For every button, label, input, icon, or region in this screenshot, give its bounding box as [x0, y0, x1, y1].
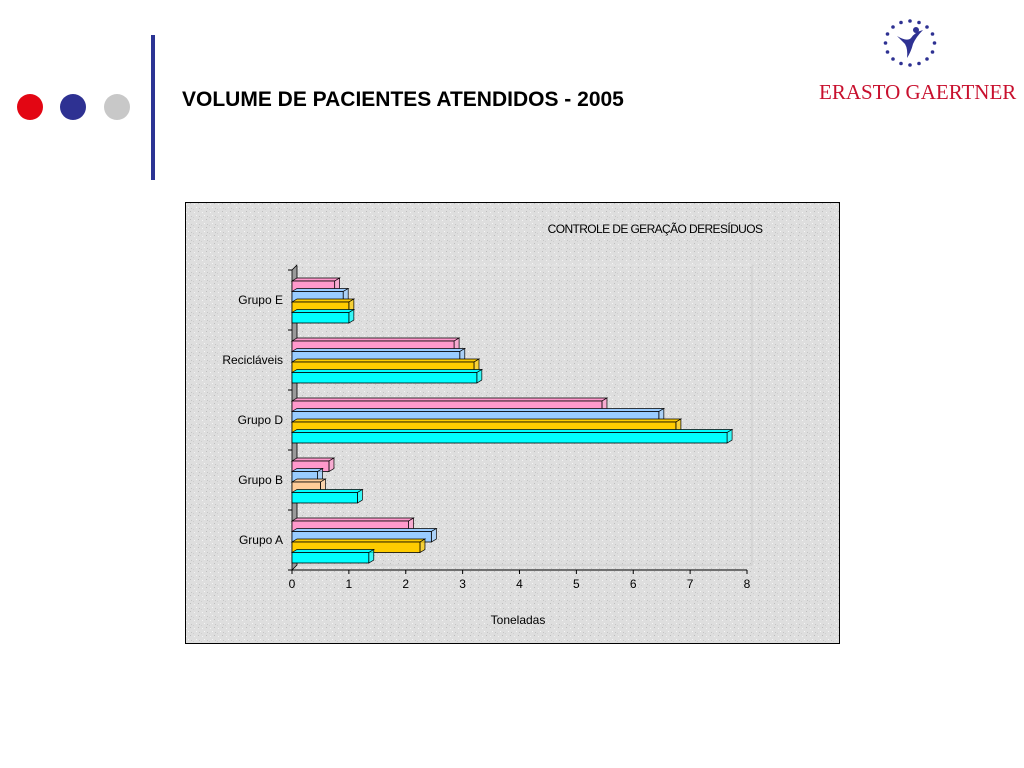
bar-top-face: [292, 430, 732, 433]
bar-top-face: [292, 359, 479, 362]
bar-top-face: [292, 529, 436, 532]
y-category-label: Grupo E: [238, 293, 283, 307]
x-tick-label: 3: [459, 577, 466, 591]
x-tick-label: 1: [345, 577, 353, 591]
blue-dot-icon: [60, 94, 86, 120]
bar-top-face: [292, 278, 340, 281]
bar-top-face: [292, 479, 325, 482]
bar-top-face: [292, 539, 425, 542]
bar: [292, 373, 477, 384]
x-tick-label: 0: [288, 577, 296, 591]
bar-top-face: [292, 349, 465, 352]
x-axis-label: Toneladas: [490, 613, 546, 627]
x-tick-label: 2: [402, 577, 410, 591]
bar-chart: [185, 202, 840, 644]
bar-top-face: [292, 419, 681, 422]
bar-top-face: [292, 289, 348, 292]
bar-top-face: [292, 458, 334, 461]
x-tick-label: 6: [629, 577, 637, 591]
bar-top-face: [292, 398, 607, 401]
bar-top-face: [292, 409, 664, 412]
bar: [292, 313, 349, 324]
logo-text: ERASTO GAERTNER: [819, 80, 1017, 104]
bar-top-face: [292, 299, 354, 302]
bar: [292, 433, 727, 444]
red-dot-icon: [17, 94, 43, 120]
y-category-label: Grupo D: [237, 413, 283, 427]
x-tick-label: 8: [743, 577, 751, 591]
bar-top-face: [292, 370, 482, 373]
x-tick-label: 4: [516, 577, 523, 591]
y-category-label: Grupo B: [238, 473, 283, 487]
page-title: VOLUME DE PACIENTES ATENDIDOS - 2005: [182, 88, 624, 111]
bar: [292, 553, 369, 564]
bar-top-face: [292, 490, 362, 493]
y-category-label: Grupo A: [238, 533, 283, 547]
gray-dot-icon: [104, 94, 130, 120]
y-category-label: Recicláveis: [222, 353, 283, 367]
bar-top-face: [292, 338, 459, 341]
x-tick-label: 5: [573, 577, 580, 591]
x-tick-label: 7: [686, 577, 694, 591]
bar-top-face: [292, 518, 414, 521]
title-divider: [151, 35, 155, 180]
bar-top-face: [292, 310, 354, 313]
bar-top-face: [292, 550, 374, 553]
chart-title: CONTROLE DE GERAÇÃO DERESÍDUOS: [547, 222, 763, 236]
bar: [292, 493, 357, 504]
